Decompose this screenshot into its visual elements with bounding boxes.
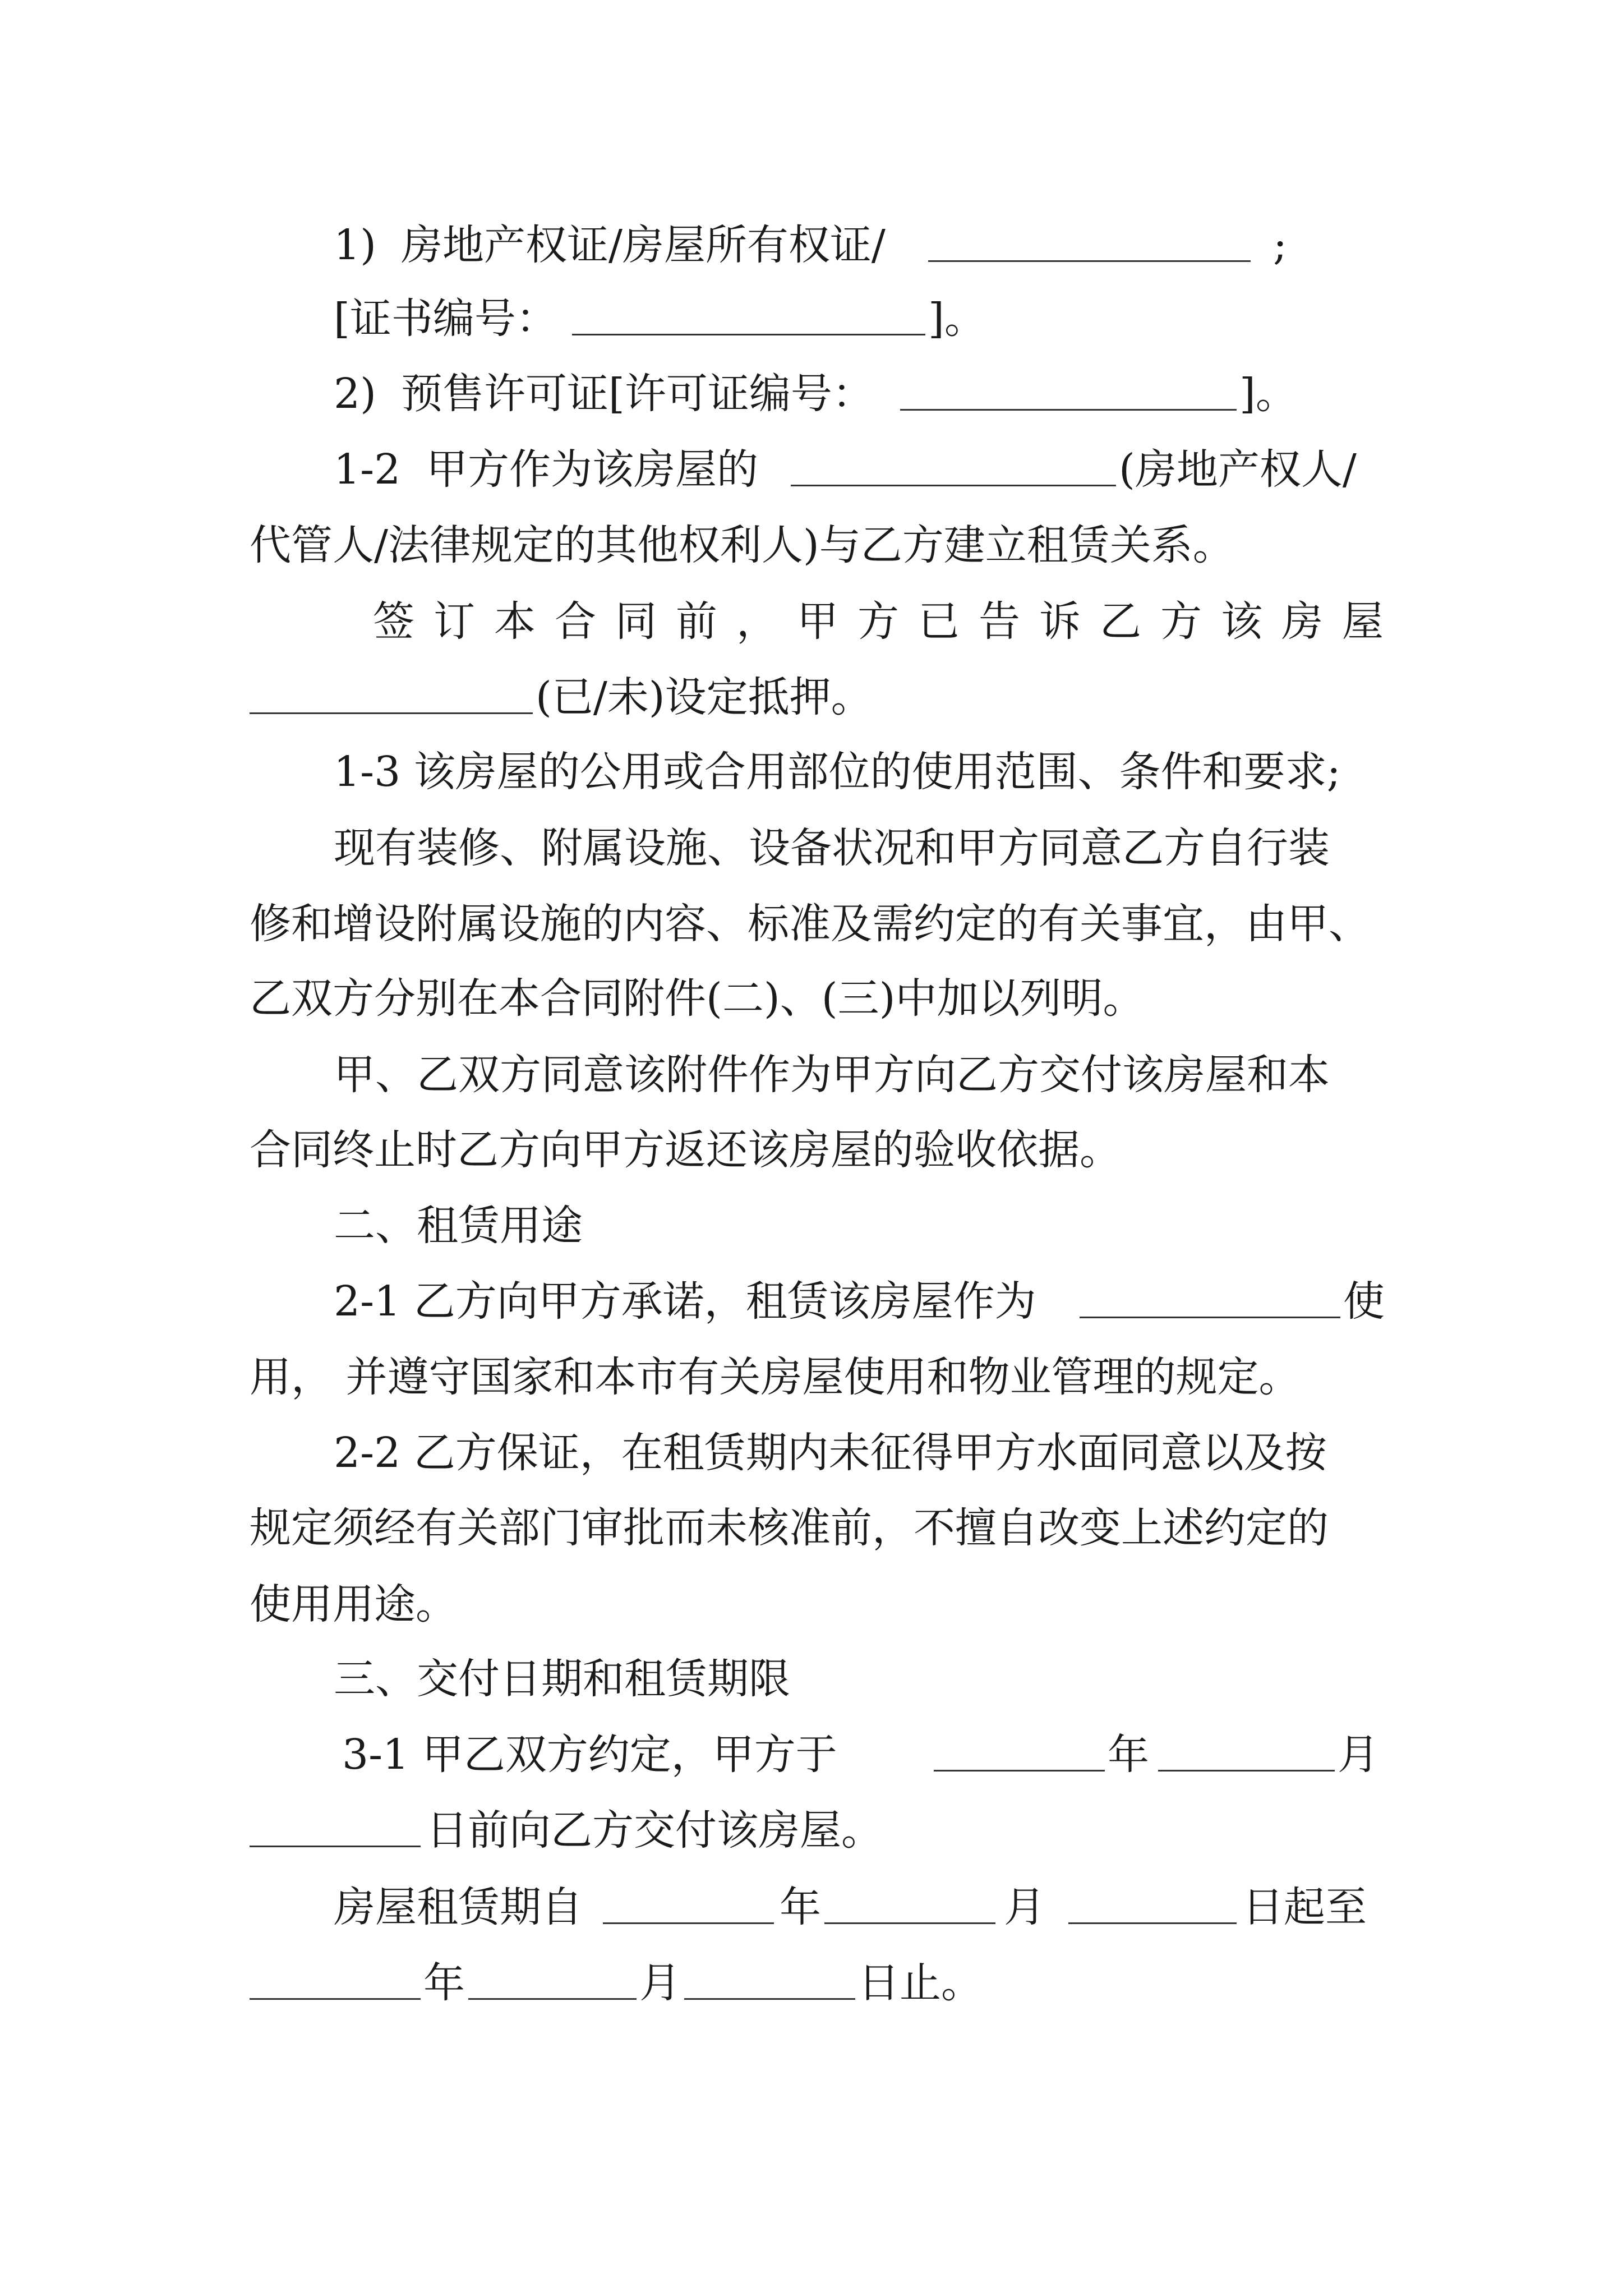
spaced-char: 方 bbox=[1160, 597, 1202, 646]
certificate-number-blank bbox=[572, 285, 925, 352]
spaced-char: 甲 bbox=[797, 597, 838, 646]
clause-text: 2-1 乙方向甲方承诺，租赁该房屋作为 bbox=[334, 1277, 1036, 1326]
clause-text: 甲、乙双方同意该附件作为甲方向乙方交付该房屋和本 bbox=[334, 1051, 1330, 1099]
item-close: ]。 bbox=[928, 295, 986, 343]
start-month-blank bbox=[824, 1874, 995, 1941]
paragraph-acceptance-l1 bbox=[0, 1041, 1623, 1108]
spaced-char: 该 bbox=[1221, 597, 1262, 646]
paragraph-3-1-cont bbox=[0, 1797, 1623, 1864]
section-title: 三、交付日期和租赁期限 bbox=[334, 1655, 790, 1703]
section-heading-2 bbox=[0, 1192, 1623, 1259]
spaced-char: 签 bbox=[373, 597, 414, 646]
clause-text: 现有装修、附属设施、设备状况和甲方同意乙方自行装 bbox=[334, 824, 1330, 872]
paragraph-lease-term bbox=[0, 1874, 1623, 1941]
spaced-char: 合 bbox=[555, 597, 596, 646]
section-title: 二、租赁用途 bbox=[334, 1202, 583, 1250]
spaced-char: 房 bbox=[1281, 597, 1323, 646]
clause-text: 规定须经有关部门审批而未核准前，不擅自改变上述约定的 bbox=[250, 1504, 1329, 1552]
clause-text: 合同终止时乙方向甲方返还该房屋的验收依据。 bbox=[250, 1126, 1121, 1174]
delivery-day-blank bbox=[250, 1797, 421, 1864]
year-label: 年 bbox=[1108, 1731, 1149, 1779]
paragraph-2-1-cont bbox=[0, 1343, 1623, 1411]
delivery-month-blank bbox=[1158, 1721, 1335, 1788]
spaced-char: 同 bbox=[615, 597, 657, 646]
month-label: 月 bbox=[1338, 1731, 1379, 1779]
clause-text-after: 使 bbox=[1343, 1277, 1385, 1326]
day-label: 日起至 bbox=[1242, 1883, 1367, 1931]
paragraph-certificate-number bbox=[0, 285, 1623, 352]
end-year-blank bbox=[250, 1949, 421, 2017]
paragraph-renovation-l3 bbox=[0, 965, 1623, 1032]
paragraph-mortgage bbox=[0, 588, 1623, 655]
spaced-char: ， bbox=[736, 597, 778, 646]
clause-text-cont: (已/未)设定抵押。 bbox=[536, 673, 873, 721]
spaced-char: 告 bbox=[979, 597, 1020, 646]
paragraph-1-3 bbox=[0, 738, 1623, 806]
paragraph-2-2-l2 bbox=[0, 1494, 1623, 1562]
section-heading-3 bbox=[0, 1645, 1623, 1713]
item-text: [证书编号： bbox=[334, 295, 557, 343]
spaced-char: 前 bbox=[676, 597, 717, 646]
clause-text-cont: 用， 并遵守国家和本市有关房屋使用和物业管理的规定。 bbox=[250, 1353, 1301, 1401]
mortgage-status-blank bbox=[250, 664, 533, 731]
clause-text: 乙双方分别在本合同附件(二)、(三)中加以列明。 bbox=[250, 974, 1145, 1023]
paragraph-acceptance-l2 bbox=[0, 1116, 1623, 1184]
item-number: 1) bbox=[334, 221, 376, 269]
end-day-blank bbox=[684, 1949, 855, 2017]
paragraph-2-2-l1 bbox=[0, 1419, 1623, 1487]
landlord-role-blank bbox=[791, 436, 1116, 503]
clause-number: 1-2 bbox=[334, 445, 401, 494]
clause-text-cont: 代管人/法律规定的其他权利人)与乙方建立租赁关系。 bbox=[250, 521, 1234, 569]
clause-text: 使用用途。 bbox=[250, 1580, 457, 1628]
year-label: 年 bbox=[780, 1883, 821, 1931]
paragraph-renovation-l2 bbox=[0, 890, 1623, 958]
spaced-char: 本 bbox=[494, 597, 536, 646]
item-number: 2) bbox=[334, 370, 376, 418]
clause-text: 甲方作为该房屋的 bbox=[426, 445, 758, 494]
item-close: ]。 bbox=[1239, 370, 1297, 418]
paragraph-1-2 bbox=[0, 436, 1623, 503]
permit-number-blank bbox=[900, 360, 1237, 427]
delivery-year-blank bbox=[934, 1721, 1105, 1788]
end-text: 日止。 bbox=[858, 1959, 983, 2007]
month-label: 月 bbox=[1004, 1883, 1045, 1931]
clause-text-cont: 日前向乙方交付该房屋。 bbox=[426, 1806, 883, 1855]
paragraph-presale-permit bbox=[0, 360, 1623, 427]
line-end-punct: ; bbox=[1273, 221, 1287, 269]
spaced-char: 已 bbox=[918, 597, 960, 646]
usage-purpose-blank bbox=[1080, 1268, 1340, 1335]
paragraph-renovation-l1 bbox=[0, 815, 1623, 882]
certificate-blank bbox=[928, 211, 1251, 279]
item-text: 预售许可证[许可证编号： bbox=[401, 370, 874, 418]
paragraph-lease-term-cont bbox=[0, 1949, 1623, 2017]
start-day-blank bbox=[1068, 1874, 1237, 1941]
spaced-char: 乙 bbox=[1100, 597, 1141, 646]
clause-text: 2-2 乙方保证，在租赁期内未征得甲方水面同意以及按 bbox=[334, 1429, 1327, 1477]
start-year-blank bbox=[603, 1874, 774, 1941]
spaced-char: 订 bbox=[434, 597, 475, 646]
paragraph-2-2-l3 bbox=[0, 1571, 1623, 1638]
paragraph-3-1 bbox=[0, 1721, 1623, 1788]
clause-text: 房屋租赁期自 bbox=[334, 1883, 583, 1931]
paragraph-mortgage-cont bbox=[0, 664, 1623, 731]
item-text: 房地产权证/房屋所有权证/ bbox=[401, 221, 886, 269]
end-month-blank bbox=[468, 1949, 637, 2017]
paragraph-property-certificate bbox=[0, 211, 1623, 279]
clause-text: 修和增设附属设施的内容、标准及需约定的有关事宜，由甲、 bbox=[250, 900, 1370, 948]
spaced-char: 诉 bbox=[1039, 597, 1081, 646]
clause-text: 3-1 甲乙双方约定，甲方于 bbox=[342, 1731, 837, 1779]
spaced-char: 屋 bbox=[1342, 597, 1384, 646]
year-label: 年 bbox=[423, 1959, 465, 2007]
paragraph-1-2-cont bbox=[0, 512, 1623, 579]
spaced-char: 方 bbox=[857, 597, 899, 646]
clause-text: 1-3 该房屋的公用或合用部位的使用范围、条件和要求; bbox=[334, 748, 1341, 796]
clause-text-after: (房地产权人/ bbox=[1119, 445, 1357, 494]
month-label: 月 bbox=[639, 1959, 681, 2007]
paragraph-2-1 bbox=[0, 1268, 1623, 1335]
